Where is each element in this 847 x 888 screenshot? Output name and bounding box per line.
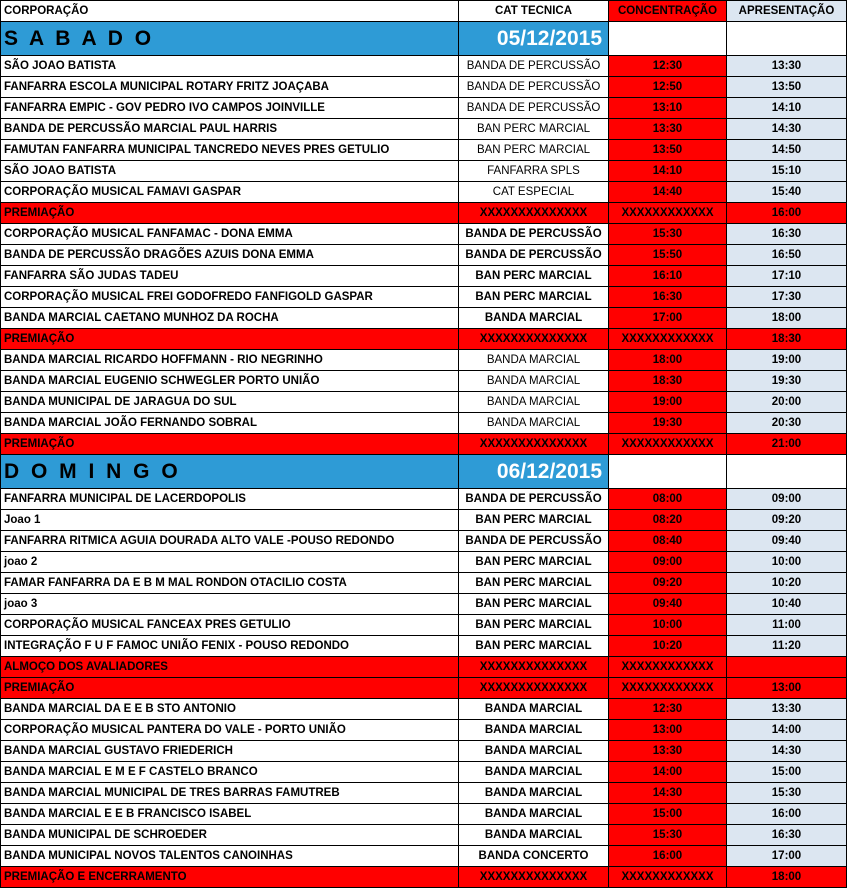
row-concentracao: XXXXXXXXXXXX bbox=[609, 434, 727, 455]
row-concentracao: 15:50 bbox=[609, 245, 727, 266]
row-apresentacao: 17:30 bbox=[727, 287, 847, 308]
row-concentracao: 15:30 bbox=[609, 224, 727, 245]
row-corporacao: FAMAR FANFARRA DA E B M MAL RONDON OTACILIO COSTA bbox=[1, 573, 459, 594]
day-banner-blank-conc bbox=[609, 455, 727, 489]
row-apresentacao: 14:00 bbox=[727, 720, 847, 741]
row-concentracao: 16:30 bbox=[609, 287, 727, 308]
row-cat-tecnica: BAN PERC MARCIAL bbox=[459, 287, 609, 308]
row-concentracao: 16:10 bbox=[609, 266, 727, 287]
row-apresentacao: 09:00 bbox=[727, 489, 847, 510]
row-concentracao: 08:40 bbox=[609, 531, 727, 552]
table-row bbox=[1, 77, 847, 98]
row-cat-tecnica: XXXXXXXXXXXXXX bbox=[459, 434, 609, 455]
row-concentracao: 14:30 bbox=[609, 783, 727, 804]
row-apresentacao: 13:50 bbox=[727, 77, 847, 98]
row-concentracao: 17:00 bbox=[609, 308, 727, 329]
row-cat-tecnica: BAN PERC MARCIAL bbox=[459, 140, 609, 161]
row-corporacao: BANDA MARCIAL EUGENIO SCHWEGLER PORTO UNIÃO bbox=[1, 371, 459, 392]
row-cat-tecnica: BAN PERC MARCIAL bbox=[459, 594, 609, 615]
table-row bbox=[1, 552, 847, 573]
row-apresentacao: 15:10 bbox=[727, 161, 847, 182]
day-banner-row bbox=[1, 22, 847, 56]
row-apresentacao: 14:30 bbox=[727, 741, 847, 762]
row-corporacao: FANFARRA SÃO JUDAS TADEU bbox=[1, 266, 459, 287]
row-corporacao: BANDA MARCIAL JOÃO FERNANDO SOBRAL bbox=[1, 413, 459, 434]
row-cat-tecnica: BANDA CONCERTO bbox=[459, 846, 609, 867]
row-corporacao: BANDA MARCIAL GUSTAVO FRIEDERICH bbox=[1, 741, 459, 762]
row-apresentacao: 13:00 bbox=[727, 678, 847, 699]
table-row bbox=[1, 846, 847, 867]
row-apresentacao: 21:00 bbox=[727, 434, 847, 455]
row-concentracao: 19:30 bbox=[609, 413, 727, 434]
row-apresentacao: 10:00 bbox=[727, 552, 847, 573]
row-corporacao: PREMIAÇÃO bbox=[1, 434, 459, 455]
row-cat-tecnica: BANDA DE PERCUSSÃO bbox=[459, 245, 609, 266]
table-header-row bbox=[1, 1, 847, 22]
row-corporacao: CORPORAÇÃO MUSICAL FAMAVI GASPAR bbox=[1, 182, 459, 203]
day-date: 05/12/2015 bbox=[459, 22, 609, 56]
table-row bbox=[1, 119, 847, 140]
row-apresentacao: 17:10 bbox=[727, 266, 847, 287]
table-row bbox=[1, 392, 847, 413]
row-cat-tecnica: BANDA MARCIAL bbox=[459, 308, 609, 329]
row-corporacao: BANDA MARCIAL E M E F CASTELO BRANCO bbox=[1, 762, 459, 783]
row-cat-tecnica: BANDA MARCIAL bbox=[459, 371, 609, 392]
table-row bbox=[1, 657, 847, 678]
row-cat-tecnica: BANDA DE PERCUSSÃO bbox=[459, 531, 609, 552]
table-row bbox=[1, 56, 847, 77]
row-concentracao: 09:40 bbox=[609, 594, 727, 615]
table-row bbox=[1, 594, 847, 615]
row-cat-tecnica: BAN PERC MARCIAL bbox=[459, 510, 609, 531]
row-concentracao: 16:00 bbox=[609, 846, 727, 867]
row-apresentacao: 18:30 bbox=[727, 329, 847, 350]
row-apresentacao: 15:30 bbox=[727, 783, 847, 804]
table-row bbox=[1, 489, 847, 510]
row-apresentacao: 11:20 bbox=[727, 636, 847, 657]
row-corporacao: SÃO JOAO BATISTA bbox=[1, 56, 459, 77]
row-cat-tecnica: XXXXXXXXXXXXXX bbox=[459, 203, 609, 224]
row-corporacao: CORPORAÇÃO MUSICAL FREI GODOFREDO FANFIGOLD GASPAR bbox=[1, 287, 459, 308]
row-apresentacao: 15:00 bbox=[727, 762, 847, 783]
row-corporacao: BANDA MARCIAL E E B FRANCISCO ISABEL bbox=[1, 804, 459, 825]
row-cat-tecnica: XXXXXXXXXXXXXX bbox=[459, 867, 609, 888]
table-row bbox=[1, 867, 847, 888]
header-cat-tecnica: CAT TECNICA bbox=[459, 1, 609, 22]
row-corporacao: BANDA DE PERCUSSÃO DRAGÕES AZUIS DONA EMMA bbox=[1, 245, 459, 266]
row-corporacao: PREMIAÇÃO bbox=[1, 203, 459, 224]
row-cat-tecnica: BANDA DE PERCUSSÃO bbox=[459, 56, 609, 77]
table-row bbox=[1, 720, 847, 741]
row-concentracao: 13:10 bbox=[609, 98, 727, 119]
row-concentracao: 08:00 bbox=[609, 489, 727, 510]
row-corporacao: BANDA MUNICIPAL NOVOS TALENTOS CANOINHAS bbox=[1, 846, 459, 867]
row-cat-tecnica: BAN PERC MARCIAL bbox=[459, 636, 609, 657]
row-concentracao: XXXXXXXXXXXX bbox=[609, 867, 727, 888]
row-apresentacao: 09:20 bbox=[727, 510, 847, 531]
row-concentracao: 10:00 bbox=[609, 615, 727, 636]
row-cat-tecnica: XXXXXXXXXXXXXX bbox=[459, 329, 609, 350]
row-apresentacao: 16:00 bbox=[727, 203, 847, 224]
row-corporacao: BANDA MUNICIPAL DE JARAGUA DO SUL bbox=[1, 392, 459, 413]
row-apresentacao: 17:00 bbox=[727, 846, 847, 867]
row-corporacao: CORPORAÇÃO MUSICAL FANFAMAC - DONA EMMA bbox=[1, 224, 459, 245]
table-row bbox=[1, 161, 847, 182]
table-row bbox=[1, 308, 847, 329]
table-row bbox=[1, 287, 847, 308]
header-corporacao: CORPORAÇÃO bbox=[1, 1, 459, 22]
day-label: S A B A D O bbox=[1, 22, 459, 56]
row-apresentacao: 18:00 bbox=[727, 308, 847, 329]
row-apresentacao: 14:10 bbox=[727, 98, 847, 119]
day-banner-row bbox=[1, 455, 847, 489]
table-row bbox=[1, 266, 847, 287]
row-concentracao: 13:00 bbox=[609, 720, 727, 741]
row-apresentacao: 13:30 bbox=[727, 56, 847, 77]
table-row bbox=[1, 699, 847, 720]
row-apresentacao bbox=[727, 657, 847, 678]
row-apresentacao: 16:50 bbox=[727, 245, 847, 266]
row-apresentacao: 09:40 bbox=[727, 531, 847, 552]
table-row bbox=[1, 741, 847, 762]
row-apresentacao: 14:50 bbox=[727, 140, 847, 161]
row-cat-tecnica: BANDA MARCIAL bbox=[459, 804, 609, 825]
table-row bbox=[1, 245, 847, 266]
row-cat-tecnica: BANDA MARCIAL bbox=[459, 825, 609, 846]
table-row bbox=[1, 825, 847, 846]
row-apresentacao: 20:00 bbox=[727, 392, 847, 413]
schedule-table-body bbox=[1, 1, 847, 888]
row-concentracao: 14:40 bbox=[609, 182, 727, 203]
table-row bbox=[1, 678, 847, 699]
row-cat-tecnica: BANDA DE PERCUSSÃO bbox=[459, 489, 609, 510]
row-cat-tecnica: CAT ESPECIAL bbox=[459, 182, 609, 203]
row-concentracao: 18:00 bbox=[609, 350, 727, 371]
row-concentracao: 14:10 bbox=[609, 161, 727, 182]
row-concentracao: 12:30 bbox=[609, 56, 727, 77]
row-cat-tecnica: BANDA MARCIAL bbox=[459, 741, 609, 762]
row-cat-tecnica: BANDA MARCIAL bbox=[459, 392, 609, 413]
row-apresentacao: 15:40 bbox=[727, 182, 847, 203]
table-row bbox=[1, 783, 847, 804]
row-apresentacao: 19:00 bbox=[727, 350, 847, 371]
row-cat-tecnica: BAN PERC MARCIAL bbox=[459, 552, 609, 573]
row-corporacao: joao 2 bbox=[1, 552, 459, 573]
row-concentracao: 14:00 bbox=[609, 762, 727, 783]
row-concentracao: 09:00 bbox=[609, 552, 727, 573]
table-row bbox=[1, 224, 847, 245]
row-concentracao: XXXXXXXXXXXX bbox=[609, 678, 727, 699]
table-row bbox=[1, 413, 847, 434]
row-concentracao: 19:00 bbox=[609, 392, 727, 413]
row-corporacao: BANDA MARCIAL MUNICIPAL DE TRES BARRAS FAMUTREB bbox=[1, 783, 459, 804]
row-concentracao: 12:30 bbox=[609, 699, 727, 720]
row-apresentacao: 10:40 bbox=[727, 594, 847, 615]
row-concentracao: XXXXXXXXXXXX bbox=[609, 329, 727, 350]
row-corporacao: ALMOÇO DOS AVALIADORES bbox=[1, 657, 459, 678]
row-cat-tecnica: XXXXXXXXXXXXXX bbox=[459, 678, 609, 699]
row-concentracao: 10:20 bbox=[609, 636, 727, 657]
table-row bbox=[1, 350, 847, 371]
row-concentracao: XXXXXXXXXXXX bbox=[609, 657, 727, 678]
row-cat-tecnica: BANDA MARCIAL bbox=[459, 350, 609, 371]
row-corporacao: FANFARRA MUNICIPAL DE LACERDOPOLIS bbox=[1, 489, 459, 510]
table-row bbox=[1, 615, 847, 636]
row-cat-tecnica: BANDA MARCIAL bbox=[459, 699, 609, 720]
row-corporacao: BANDA MUNICIPAL DE SCHROEDER bbox=[1, 825, 459, 846]
table-row bbox=[1, 329, 847, 350]
row-apresentacao: 11:00 bbox=[727, 615, 847, 636]
row-cat-tecnica: BAN PERC MARCIAL bbox=[459, 119, 609, 140]
row-concentracao: 12:50 bbox=[609, 77, 727, 98]
row-concentracao: 13:30 bbox=[609, 741, 727, 762]
row-concentracao: XXXXXXXXXXXX bbox=[609, 203, 727, 224]
row-concentracao: 09:20 bbox=[609, 573, 727, 594]
row-concentracao: 15:30 bbox=[609, 825, 727, 846]
row-corporacao: CORPORAÇÃO MUSICAL FANCEAX PRES GETULIO bbox=[1, 615, 459, 636]
header-concentracao: CONCENTRAÇÃO bbox=[609, 1, 727, 22]
header-apresentacao: APRESENTAÇÃO bbox=[727, 1, 847, 22]
table-row bbox=[1, 182, 847, 203]
day-date: 06/12/2015 bbox=[459, 455, 609, 489]
row-concentracao: 18:30 bbox=[609, 371, 727, 392]
row-corporacao: Joao 1 bbox=[1, 510, 459, 531]
day-banner-blank-apres bbox=[727, 22, 847, 56]
row-cat-tecnica: BANDA MARCIAL bbox=[459, 783, 609, 804]
row-cat-tecnica: BANDA DE PERCUSSÃO bbox=[459, 224, 609, 245]
row-corporacao: SÃO JOAO BATISTA bbox=[1, 161, 459, 182]
row-cat-tecnica: BANDA MARCIAL bbox=[459, 413, 609, 434]
row-cat-tecnica: BANDA DE PERCUSSÃO bbox=[459, 98, 609, 119]
row-corporacao: PREMIAÇÃO bbox=[1, 678, 459, 699]
row-corporacao: BANDA MARCIAL CAETANO MUNHOZ DA ROCHA bbox=[1, 308, 459, 329]
row-apresentacao: 16:30 bbox=[727, 825, 847, 846]
row-corporacao: CORPORAÇÃO MUSICAL PANTERA DO VALE - PORTO UNIÃO bbox=[1, 720, 459, 741]
row-apresentacao: 18:00 bbox=[727, 867, 847, 888]
table-row bbox=[1, 203, 847, 224]
row-corporacao: FANFARRA ESCOLA MUNICIPAL ROTARY FRITZ JOAÇABA bbox=[1, 77, 459, 98]
table-row bbox=[1, 762, 847, 783]
table-row bbox=[1, 573, 847, 594]
row-corporacao: FANFARRA RITMICA AGUIA DOURADA ALTO VALE -POUSO REDONDO bbox=[1, 531, 459, 552]
day-label: D O M I N G O bbox=[1, 455, 459, 489]
table-row bbox=[1, 140, 847, 161]
row-cat-tecnica: FANFARRA SPLS bbox=[459, 161, 609, 182]
row-concentracao: 15:00 bbox=[609, 804, 727, 825]
row-concentracao: 08:20 bbox=[609, 510, 727, 531]
table-row bbox=[1, 636, 847, 657]
row-apresentacao: 10:20 bbox=[727, 573, 847, 594]
row-concentracao: 13:30 bbox=[609, 119, 727, 140]
table-row bbox=[1, 804, 847, 825]
row-corporacao: BANDA MARCIAL DA E E B STO ANTONIO bbox=[1, 699, 459, 720]
row-corporacao: INTEGRAÇÃO F U F FAMOC UNIÃO FENIX - POUSO REDONDO bbox=[1, 636, 459, 657]
row-corporacao: PREMIAÇÃO E ENCERRAMENTO bbox=[1, 867, 459, 888]
row-apresentacao: 19:30 bbox=[727, 371, 847, 392]
table-row bbox=[1, 531, 847, 552]
table-row bbox=[1, 434, 847, 455]
row-corporacao: PREMIAÇÃO bbox=[1, 329, 459, 350]
row-apresentacao: 14:30 bbox=[727, 119, 847, 140]
row-corporacao: joao 3 bbox=[1, 594, 459, 615]
row-apresentacao: 20:30 bbox=[727, 413, 847, 434]
row-apresentacao: 13:30 bbox=[727, 699, 847, 720]
row-cat-tecnica: BANDA MARCIAL bbox=[459, 762, 609, 783]
row-corporacao: BANDA DE PERCUSSÃO MARCIAL PAUL HARRIS bbox=[1, 119, 459, 140]
row-cat-tecnica: BANDA MARCIAL bbox=[459, 720, 609, 741]
row-corporacao: FANFARRA EMPIC - GOV PEDRO IVO CAMPOS JOINVILLE bbox=[1, 98, 459, 119]
table-row bbox=[1, 510, 847, 531]
row-cat-tecnica: XXXXXXXXXXXXXX bbox=[459, 657, 609, 678]
row-corporacao: BANDA MARCIAL RICARDO HOFFMANN - RIO NEGRINHO bbox=[1, 350, 459, 371]
row-apresentacao: 16:00 bbox=[727, 804, 847, 825]
row-cat-tecnica: BAN PERC MARCIAL bbox=[459, 573, 609, 594]
day-banner-blank-apres bbox=[727, 455, 847, 489]
table-row bbox=[1, 98, 847, 119]
table-row bbox=[1, 371, 847, 392]
row-cat-tecnica: BAN PERC MARCIAL bbox=[459, 615, 609, 636]
row-cat-tecnica: BANDA DE PERCUSSÃO bbox=[459, 77, 609, 98]
row-cat-tecnica: BAN PERC MARCIAL bbox=[459, 266, 609, 287]
day-banner-blank-conc bbox=[609, 22, 727, 56]
row-concentracao: 13:50 bbox=[609, 140, 727, 161]
row-apresentacao: 16:30 bbox=[727, 224, 847, 245]
row-corporacao: FAMUTAN FANFARRA MUNICIPAL TANCREDO NEVES PRES GETULIO bbox=[1, 140, 459, 161]
